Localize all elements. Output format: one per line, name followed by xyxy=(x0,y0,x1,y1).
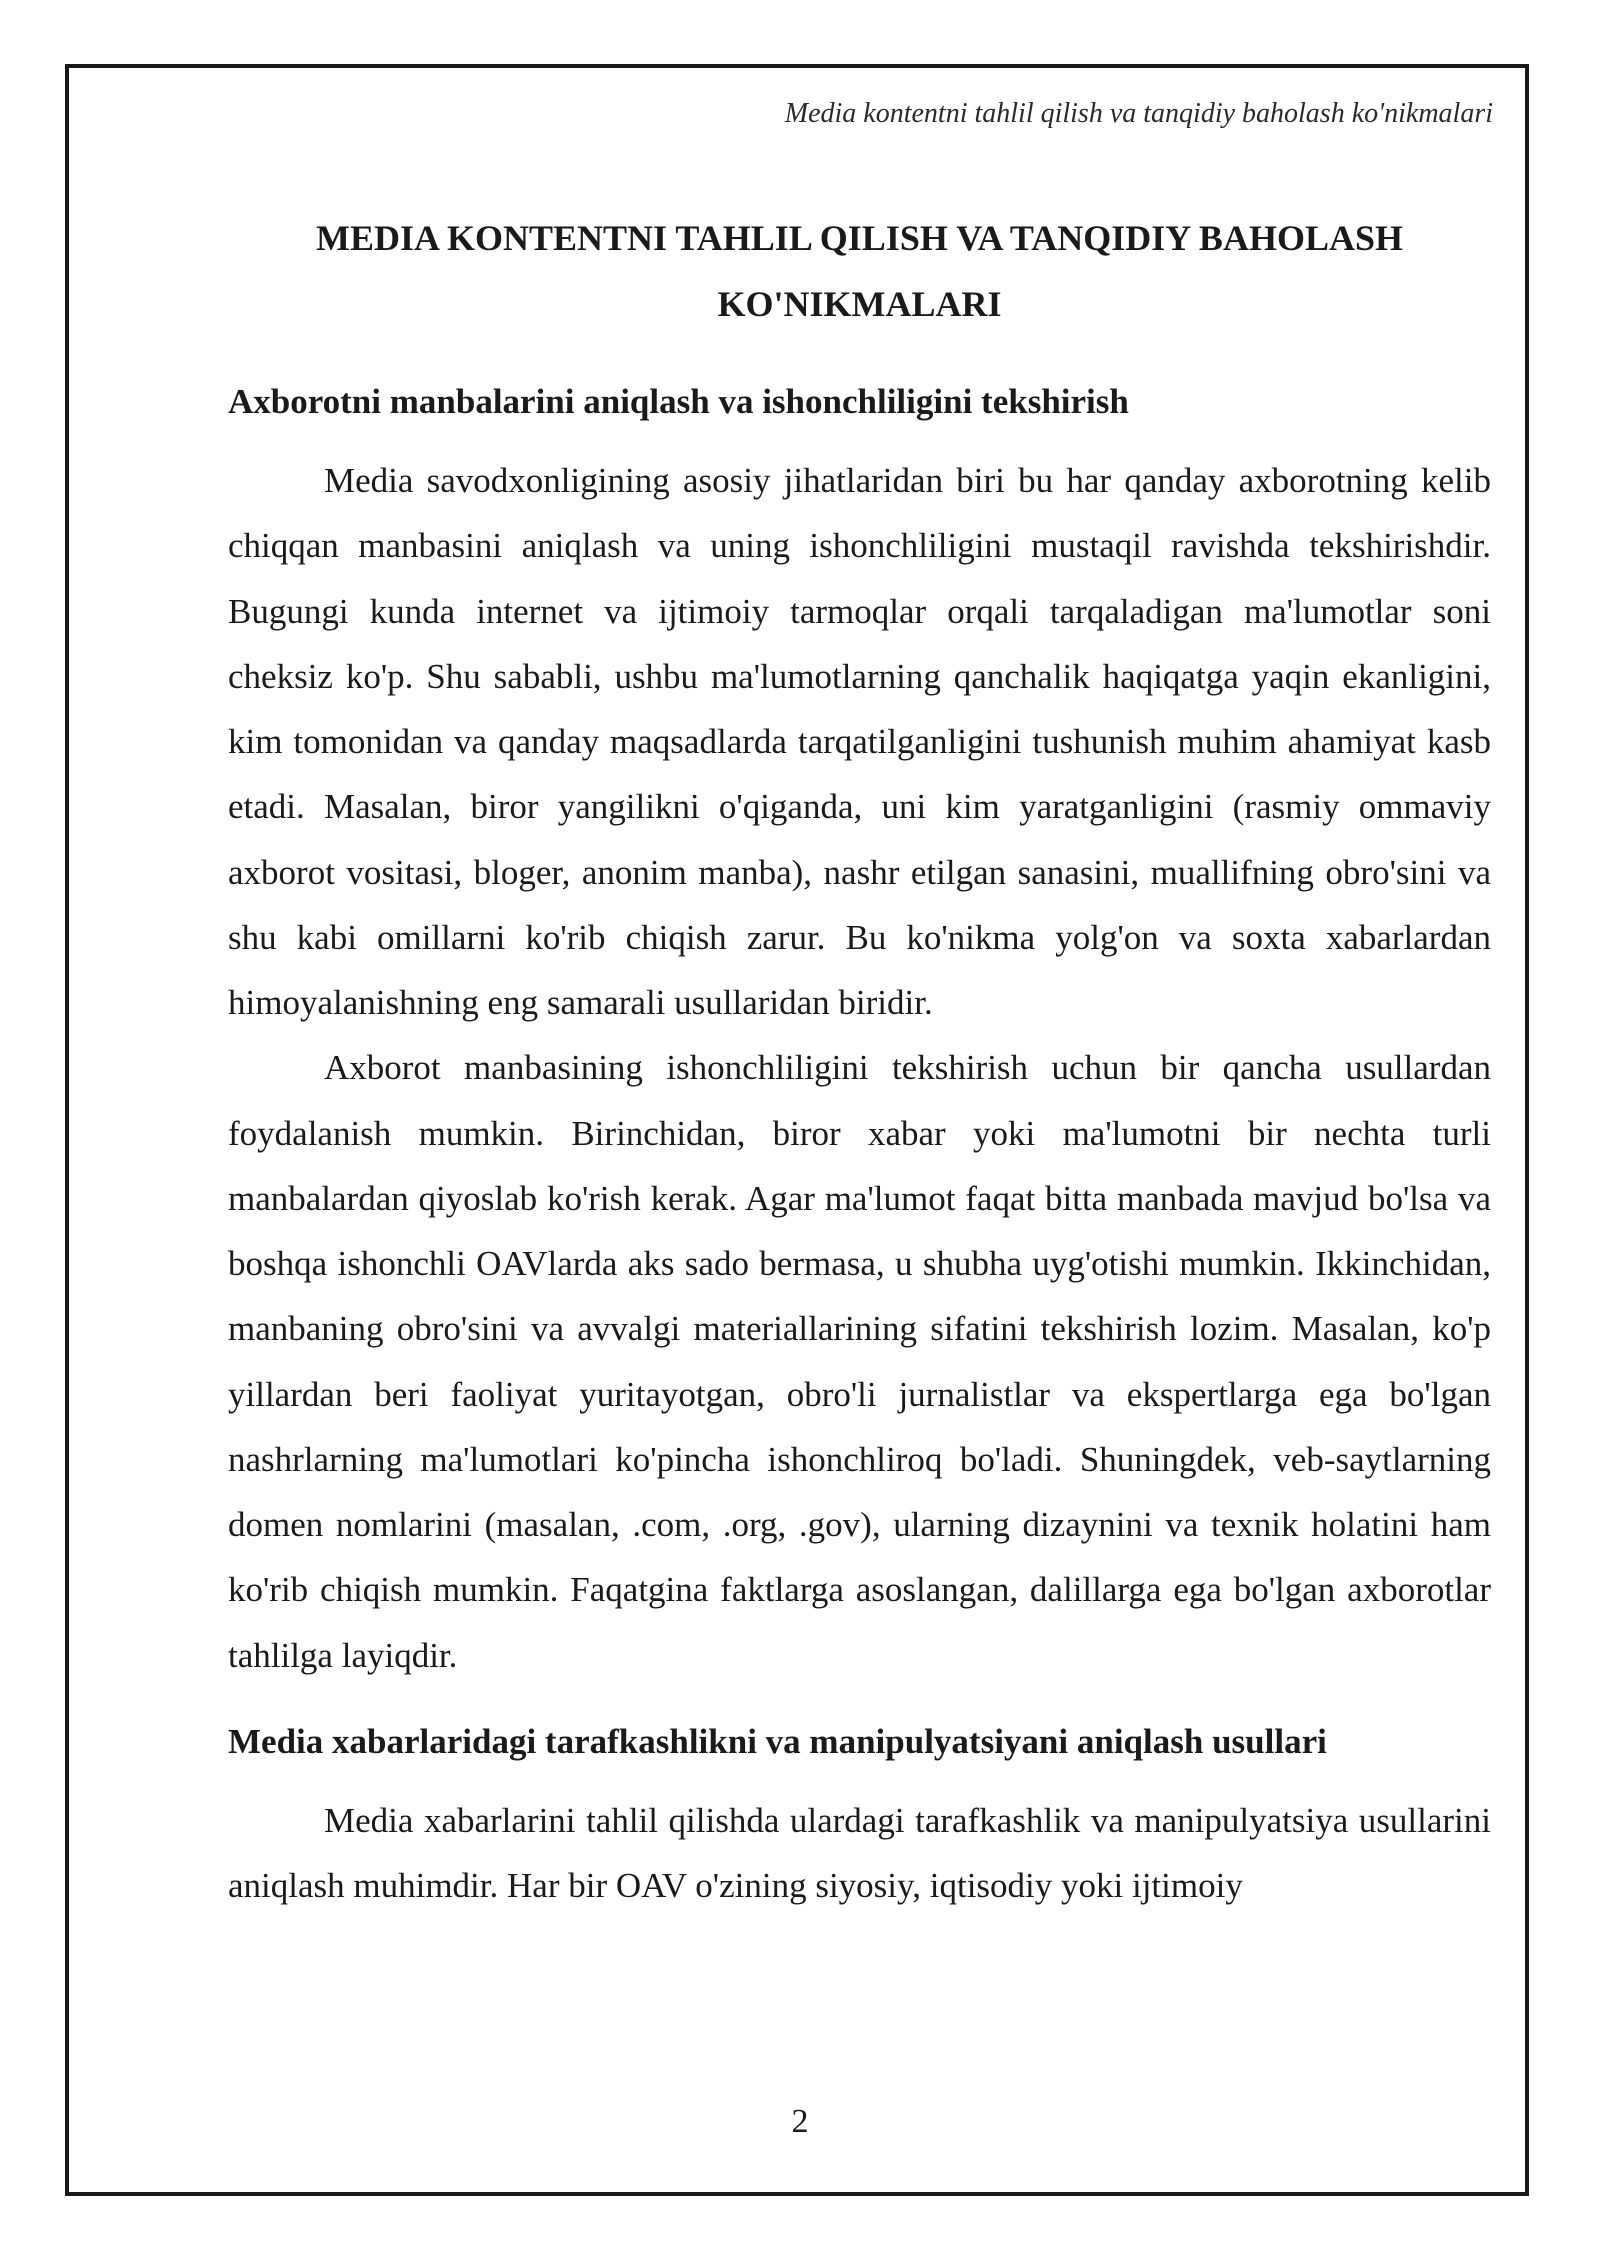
document-title-line-2: KO'NIKMALARI xyxy=(717,284,1002,324)
section-heading-bias: Media xabarlaridagi tarafkashlikni va manipulyatsiyani aniqlash usullari xyxy=(228,1721,1327,1761)
running-header: Media kontentni tahlil qilish va tanqidiy baholash ko'nikmalari xyxy=(784,98,1493,129)
paragraph: Media savodxonligining asosiy jihatlaridan biri bu har qanday axborotning kelib chiqqan manbasini aniqlash va uning ishonchliligini mustaqil ravishda tekshirishdir. Bugungi kunda internet va ijtimoiy tarmoqlar orqali tarqaladigan ma'lumotlar soni cheksiz ko'p. Shu sababli, ushbu ma'lumotlarning qanchalik haqiqatga yaqin ekanligini, kim tomonidan va qanday maqsadlarda tarqatilganligini tushunish muhim ahamiyat kasb etadi. Masalan, biror yangilikni o'qiganda, uni kim yaratganligini (rasmiy ommaviy axborot vositasi, bloger, anonim manba), nashr etilgan sanasini, muallifning obro'sini va shu kabi omillarni ko'rib chiqish zarur. Bu ko'nikma yolg'on va soxta xabarlardan himoyalanishning eng samarali usullaridan biridir. xyxy=(228,461,1491,1022)
document-title-line-1: MEDIA KONTENTNI TAHLIL QILISH VA TANQIDIY BAHOLASH xyxy=(316,218,1403,258)
paragraph: Axborot manbasining ishonchliligini tekshirish uchun bir qancha usullardan foydalanish mumkin. Birinchidan, biror xabar yoki ma'lumotni bir nechta turli manbalardan qiyoslab ko'rish kerak. Agar ma'lumot faqat bitta manbada mavjud bo'lsa va boshqa ishonchli OAVlarda aks sado bermasa, u shubha uyg'otishi mumkin. Ikkinchidan, manbaning obro'sini va avvalgi materiallarining sifatini tekshirish lozim. Masalan, ko'p yillardan beri faoliyat yuritayotgan, obro'li jurnalistlar va ekspertlarga ega bo'lgan nashrlarning ma'lumotlari ko'pincha ishonchliroq bo'ladi. Shuningdek, veb-saytlarning domen nomlarini (masalan, .com, .org, .gov), ularning dizaynini va texnik holatini ham ko'rib chiqish mumkin. Faqatgina faktlarga asoslangan, dalillarga ega bo'lgan axborotlar tahlilga layiqdir. xyxy=(228,1048,1491,1675)
section-heading-sources: Axborotni manbalarini aniqlash va ishonchliligini tekshirish xyxy=(228,382,1129,421)
document-title xyxy=(228,205,1491,337)
document-body xyxy=(228,205,1491,1918)
page-number: 2 xyxy=(791,2103,809,2140)
paragraph: Media xabarlarini tahlil qilishda ulardagi tarafkashlik va manipulyatsiya usullarini aniqlash muhimdir. Har bir OAV o'zining siyosiy, iqtisodiy yoki ijtimoiy xyxy=(228,1800,1491,1905)
